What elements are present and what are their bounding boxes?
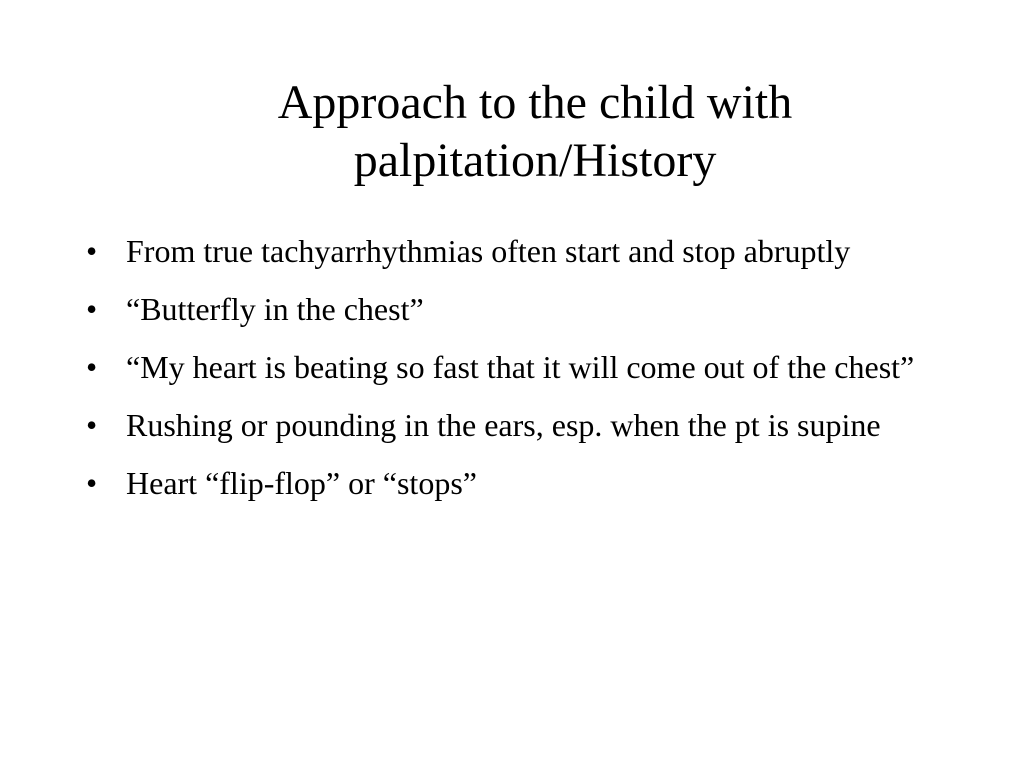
bullet-item-3: [84, 344, 934, 390]
bullet-text: From true tachyarrhythmias often start and stop abruptly: [126, 233, 851, 269]
slide-title: [160, 74, 910, 190]
title-line-1: Approach to the child with: [277, 76, 793, 129]
bullet-marker: •: [86, 349, 98, 385]
bullet-marker: •: [86, 465, 98, 501]
title-line-2: palpitation/History: [353, 134, 717, 187]
bullet-item-1: [84, 228, 934, 274]
bullet-text: “My heart is beating so fast that it will come out of the chest”: [126, 349, 915, 385]
bullet-marker: •: [86, 407, 98, 443]
bullet-marker: •: [86, 291, 98, 327]
bullet-text: Heart “flip-flop” or “stops”: [126, 465, 477, 501]
bullet-item-4: [84, 402, 934, 448]
bullet-marker: •: [86, 233, 98, 269]
bullet-text: Rushing or pounding in the ears, esp. when the pt is supine: [126, 407, 881, 443]
bullet-list: [84, 228, 934, 518]
bullet-item-5: [84, 460, 934, 506]
bullet-item-2: [84, 286, 934, 332]
bullet-text: “Butterfly in the chest”: [126, 291, 424, 327]
